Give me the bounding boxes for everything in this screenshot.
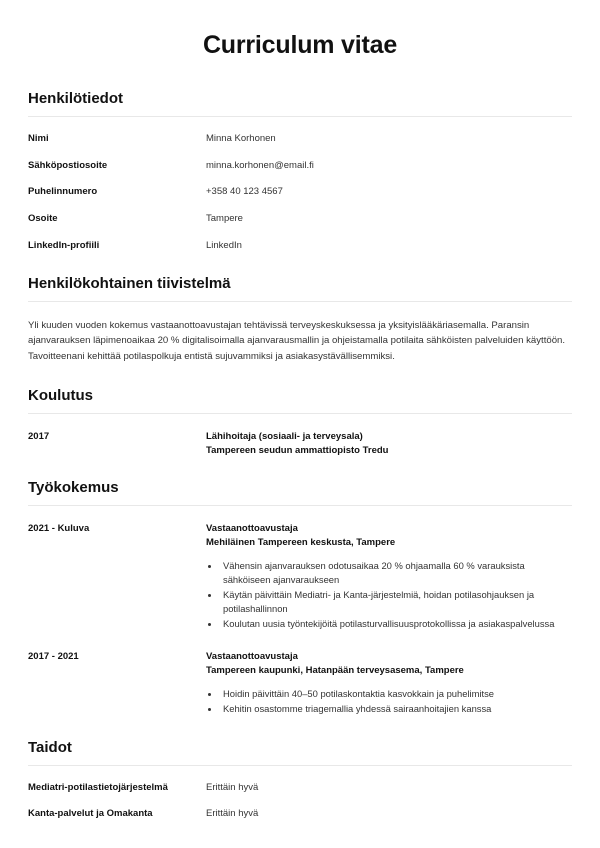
skill-level: Erittäin hyvä xyxy=(206,781,259,793)
section-skills xyxy=(28,739,572,821)
entry-body xyxy=(206,522,572,632)
list-item xyxy=(28,160,572,173)
education-institution: Tampereen seudun ammattiopisto Tredu xyxy=(206,444,389,456)
list-item xyxy=(28,213,572,226)
section-heading-experience: Työkokemus xyxy=(28,479,119,497)
entry-body xyxy=(206,430,572,458)
info-value: LinkedIn xyxy=(206,240,242,251)
spacer xyxy=(28,60,572,90)
summary-paragraph: Yli kuuden vuoden kokemus vastaanottoavustajan tehtävissä terveyskeskuksessa ja yksityislääkäriasemalla. Paransin ajanvarauksen läpimenoaikaa 20 % digitalisoimalla ajanvarausmallin ja ohjeistamalla potilaita sähköisten palveluiden käyttöön. Tavoitteenani kehittää potilaspolkuja entistä sujuvammiksi ja asiakasystävällisemmiksi. xyxy=(28,319,566,363)
list-item xyxy=(28,808,572,821)
skills-list xyxy=(28,782,572,822)
education-entry xyxy=(28,430,572,458)
info-label: Puhelinnumero xyxy=(28,186,98,198)
info-value: minna.korhonen@email.fi xyxy=(206,159,314,171)
experience-entry xyxy=(28,522,572,632)
personal-details-list xyxy=(28,133,572,253)
list-item xyxy=(28,240,572,253)
info-label: Sähköpostiosoite xyxy=(28,159,108,171)
experience-bullet-list xyxy=(206,559,572,632)
skill-label: Kanta-palvelut ja Omakanta xyxy=(28,808,153,820)
spacer xyxy=(28,172,572,186)
page-title: Curriculum vitae xyxy=(202,31,398,59)
list-item: • Vähensin ajanvarauksen odotusaikaa 20 % ohjaamalla 60 % varauksista sähköiseen ajanvaraukseen xyxy=(220,559,572,587)
spacer xyxy=(28,253,572,275)
spacer xyxy=(28,414,572,430)
section-heading-summary: Henkilökohtainen tiivistelmä xyxy=(28,274,231,292)
spacer xyxy=(28,199,572,213)
spacer xyxy=(28,302,572,318)
entry-period: 2017 - 2021 xyxy=(28,651,79,663)
education-degree: Lähihoitaja (sosiaali- ja terveysala) xyxy=(206,430,363,442)
info-label: Osoite xyxy=(28,213,58,225)
info-label: Nimi xyxy=(28,132,49,144)
spacer xyxy=(28,457,572,479)
section-personal-summary xyxy=(28,275,572,365)
list-item: • Käytän päivittäin Mediatri- ja Kanta-järjestelmiä, hoidan potilasohjauksen ja potilashallinnon xyxy=(220,588,572,616)
spacer xyxy=(28,717,572,739)
spacer xyxy=(28,632,572,650)
experience-employer: Mehiläinen Tampereen keskusta, Tampere xyxy=(206,536,396,548)
section-education xyxy=(28,387,572,457)
info-value: Minna Korhonen xyxy=(206,132,276,144)
list-item xyxy=(28,186,572,199)
list-item xyxy=(28,133,572,146)
entry-period: 2017 xyxy=(28,430,50,442)
section-heading-skills: Taidot xyxy=(28,738,72,756)
section-heading-personal: Henkilötiedot xyxy=(28,90,124,107)
experience-entry xyxy=(28,650,572,717)
spacer xyxy=(28,117,572,133)
list-item: • Koulutan uusia työntekijöitä potilasturvallisuusprotokollissa ja asiakaspalvelussa xyxy=(220,617,572,631)
entry-period: 2021 - Kuluva xyxy=(28,523,90,535)
section-personal-details xyxy=(28,90,572,253)
list-item: • Hoidin päivittäin 40–50 potilaskontaktia kasvokkain ja puhelimitse xyxy=(220,687,572,701)
list-item xyxy=(28,782,572,795)
spacer xyxy=(28,365,572,387)
skill-label: Mediatri-potilastietojärjestelmä xyxy=(28,781,168,793)
skill-level: Erittäin hyvä xyxy=(206,808,259,820)
section-work-experience xyxy=(28,479,572,717)
experience-role: Vastaanottoavustaja xyxy=(206,651,298,663)
list-item: • Kehitin osastomme triagemallia yhdessä sairaanhoitajien kanssa xyxy=(220,702,572,716)
info-value: +358 40 123 4567 xyxy=(206,186,283,198)
experience-employer: Tampereen kaupunki, Hatanpään terveysasema, Tampere xyxy=(206,664,464,676)
info-label: LinkedIn-profiili xyxy=(28,240,100,251)
experience-role: Vastaanottoavustaja xyxy=(206,523,298,535)
spacer xyxy=(28,794,572,808)
experience-bullet-list xyxy=(206,687,572,716)
info-value: Tampere xyxy=(206,213,243,225)
spacer xyxy=(28,226,572,240)
entry-body xyxy=(206,650,572,717)
spacer xyxy=(28,506,572,522)
section-heading-education: Koulutus xyxy=(28,387,93,405)
spacer xyxy=(28,766,572,782)
spacer xyxy=(28,146,572,160)
